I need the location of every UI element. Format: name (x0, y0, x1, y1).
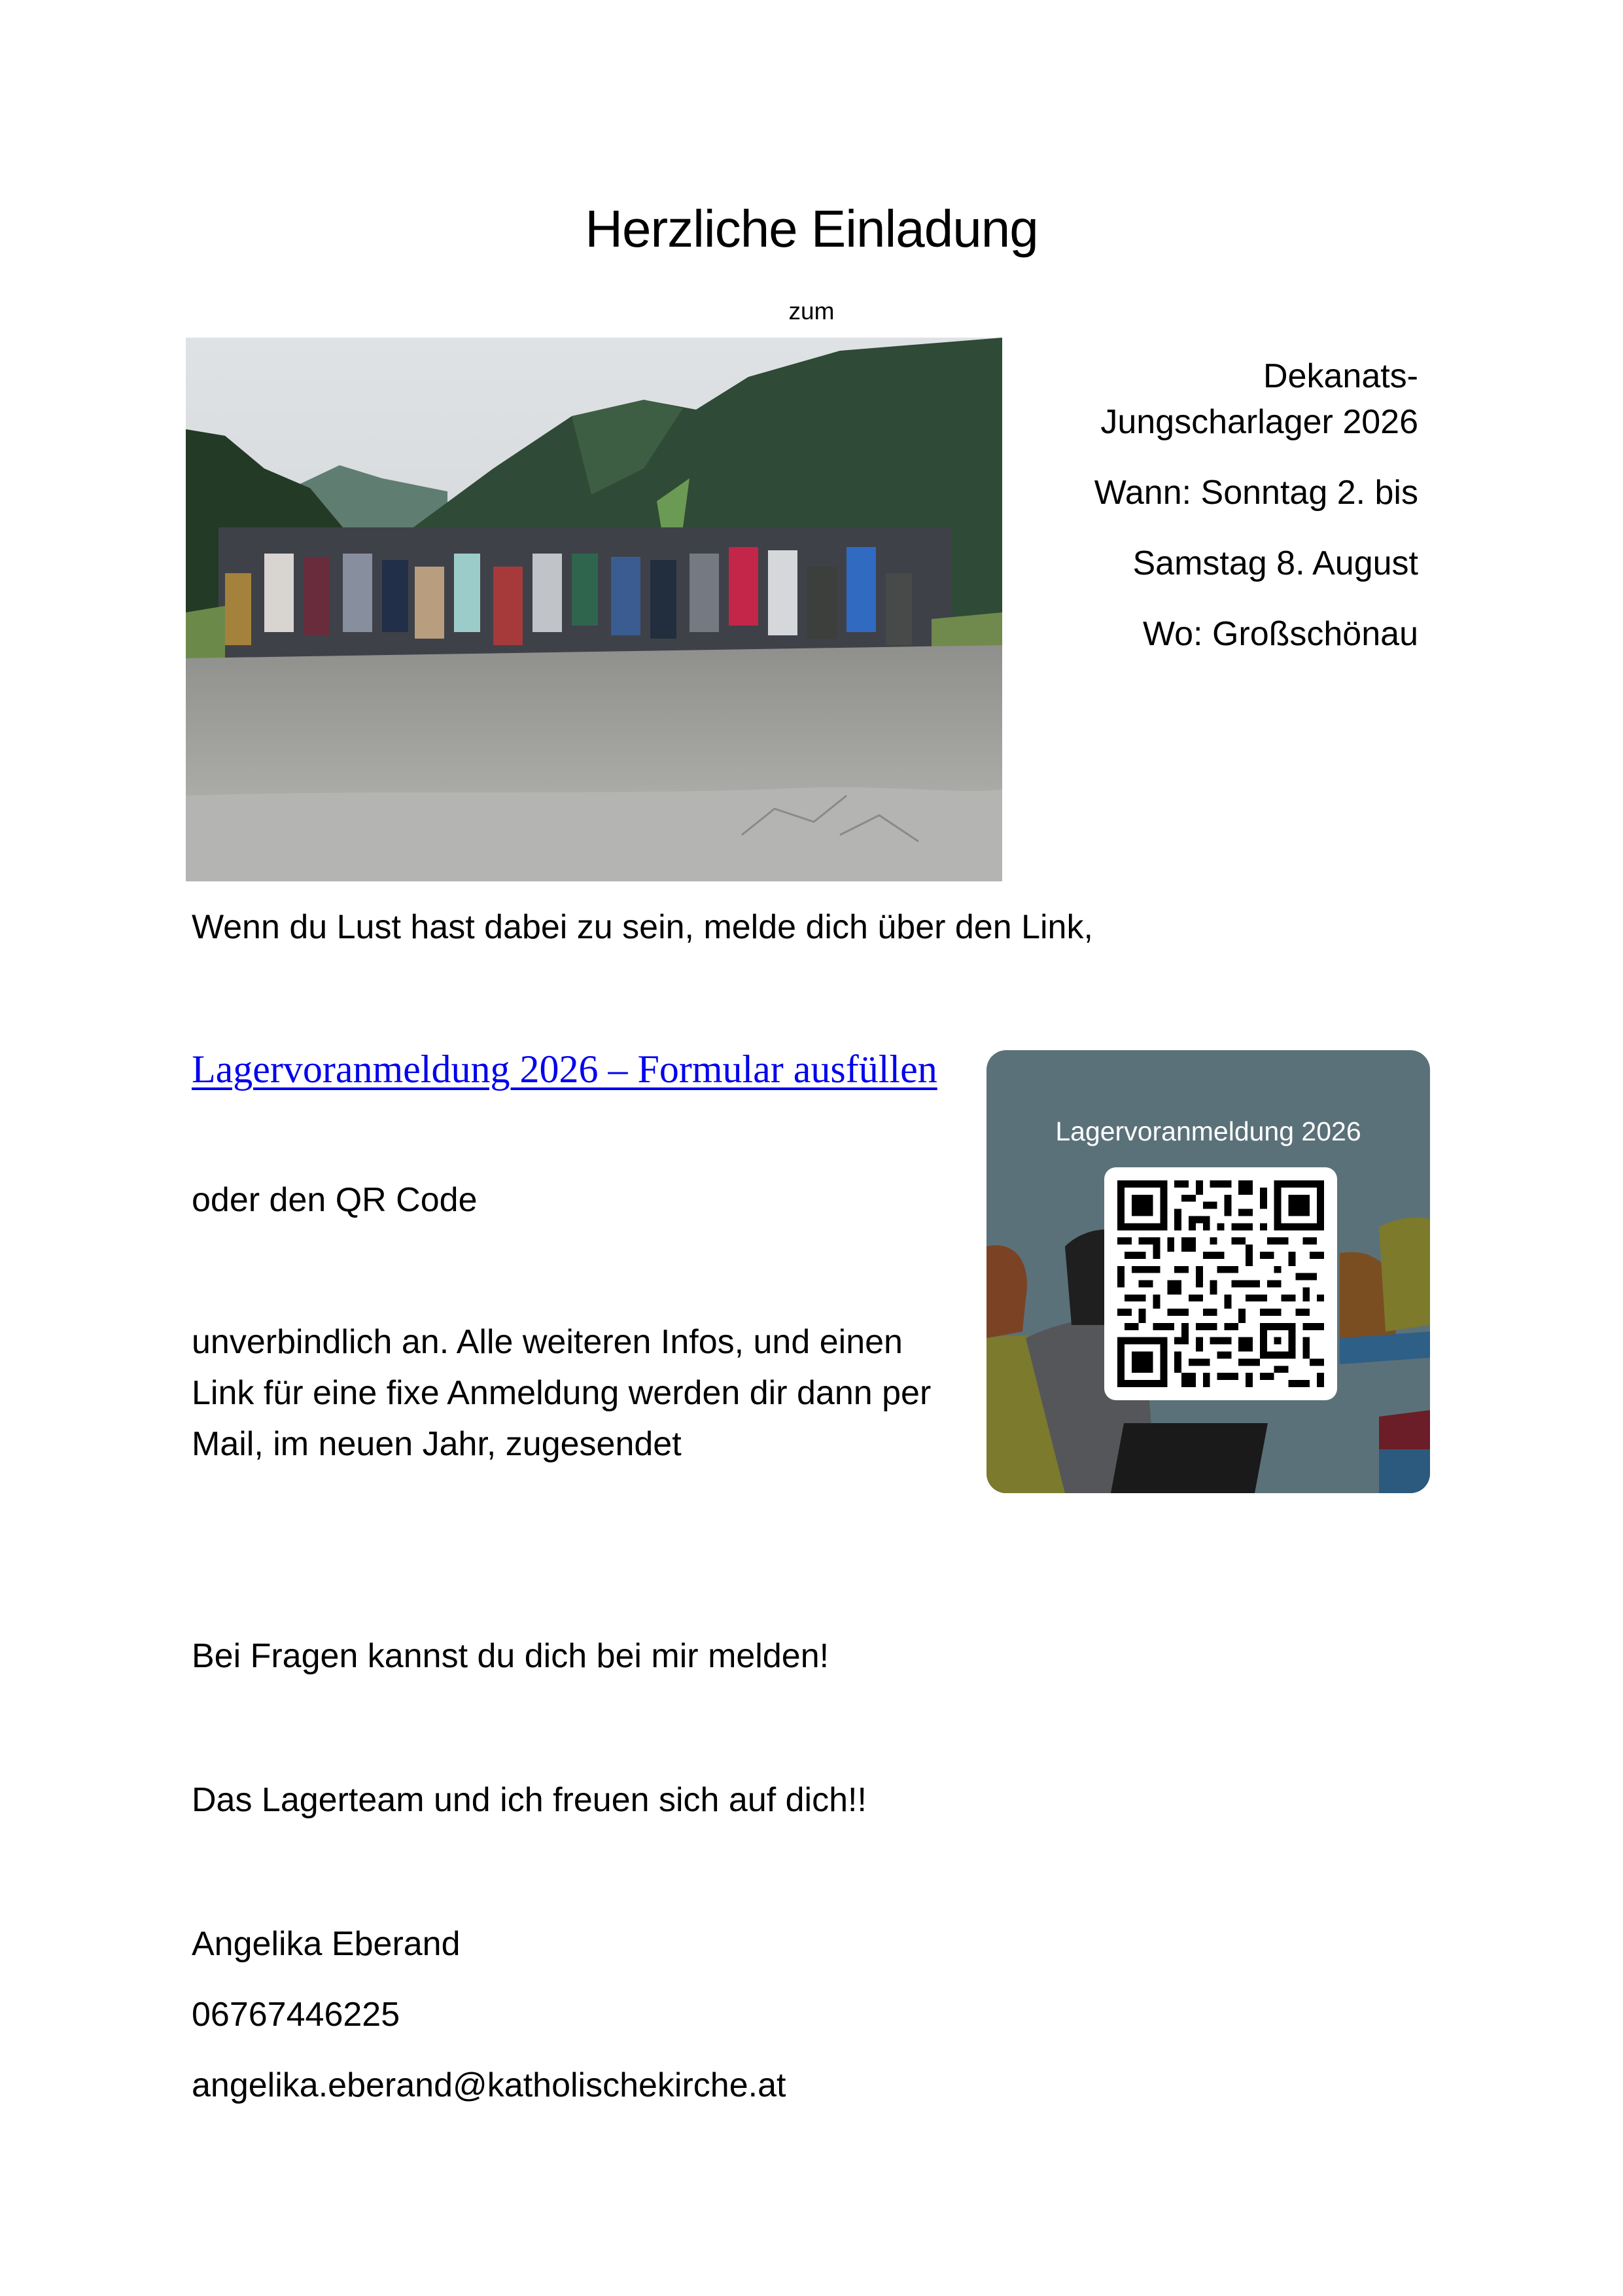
details-line-3: Mail, im neuen Jahr, zugesendet (192, 1425, 682, 1463)
contact-phone: 06767446225 (192, 1996, 400, 2034)
event-name-line2: Jungscharlager 2026 (1100, 403, 1418, 441)
registration-form-link[interactable]: Lagervoranmeldung 2026 – Formular ausfüllen (192, 1048, 937, 1091)
event-when-line2: Samstag 8. August (1132, 544, 1418, 582)
qr-card-title: Lagervoranmeldung 2026 (1055, 1116, 1361, 1146)
event-name-line1: Dekanats- (1263, 357, 1418, 395)
details-line-1: unverbindlich an. Alle weiteren Infos, und einen (192, 1323, 903, 1361)
group-photo (186, 338, 1002, 881)
event-info (1000, 353, 1418, 682)
page-title: Herzliche Einladung (585, 200, 1038, 258)
questions-text: Bei Fragen kannst du dich bei mir melden! (192, 1637, 829, 1675)
qr-code-card[interactable] (986, 1050, 1430, 1493)
subtitle: zum (788, 298, 835, 325)
intro-text: Wenn du Lust hast dabei zu sein, melde dich über den Link, (192, 908, 1093, 946)
contact-email[interactable]: angelika.eberand@katholischekirche.at (192, 2066, 786, 2104)
contact-name: Angelika Eberand (192, 1925, 461, 1963)
qr-prompt-text: oder den QR Code (192, 1181, 478, 1219)
event-when-line1: Wann: Sonntag 2. bis (1094, 474, 1418, 512)
closing-text: Das Lagerteam und ich freuen sich auf dich!! (192, 1781, 867, 1819)
qr-code[interactable] (1104, 1167, 1337, 1400)
event-where: Wo: Großschönau (1142, 615, 1418, 653)
details-line-2: Link für eine fixe Anmeldung werden dir dann per (192, 1374, 932, 1412)
qr-code-icon (1117, 1180, 1324, 1387)
